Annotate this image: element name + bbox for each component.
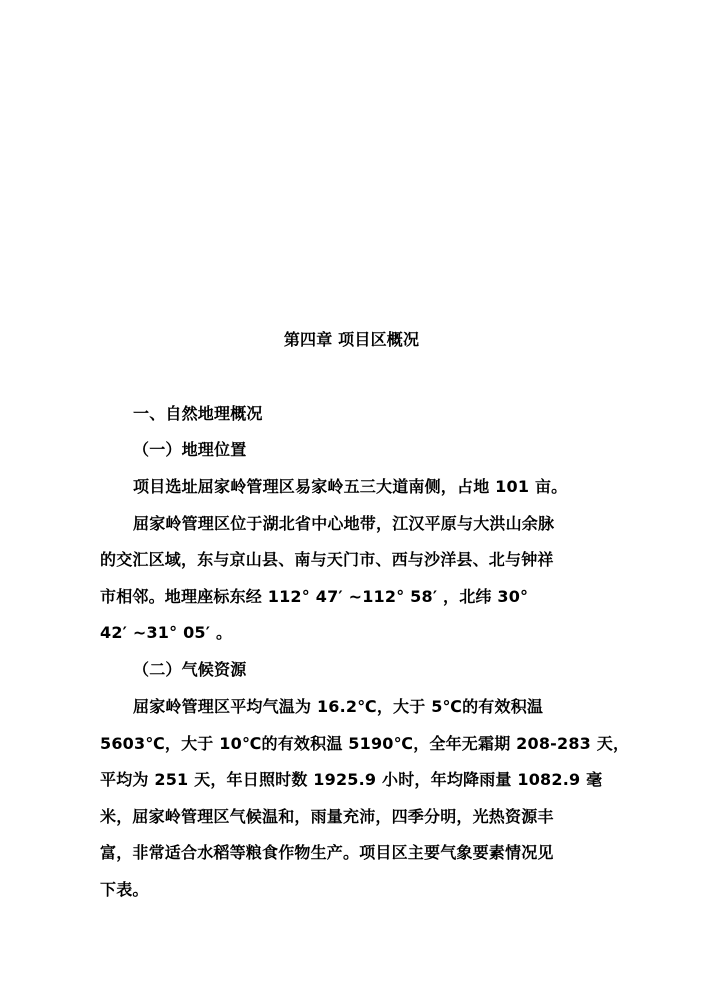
chapter-title: 第四章 项目区概况 bbox=[283, 330, 420, 349]
paragraph-line: 屈家岭管理区位于湖北省中心地带，江汉平原与大洪山余脉 bbox=[133, 514, 555, 533]
subsection-heading-location: （一）地理位置 bbox=[133, 440, 247, 459]
paragraph-line: 5603℃，大于 10℃的有效积温 5190℃，全年无霜期 208-283 天， bbox=[100, 734, 630, 753]
paragraph-line: 项目选址屈家岭管理区易家岭五三大道南侧，占地 101 亩。 bbox=[133, 477, 568, 496]
paragraph-line: 42′ ~31° 05′ 。 bbox=[100, 623, 233, 642]
paragraph-line: 市相邻。地理座标东经 112° 47′ ~112° 58′ ，北纬 30° bbox=[100, 587, 529, 606]
subsection-heading-climate: （二）气候资源 bbox=[133, 660, 247, 679]
paragraph-line: 平均为 251 天，年日照时数 1925.9 小时，年均降雨量 1082.9 毫 bbox=[100, 770, 603, 789]
paragraph-line: 屈家岭管理区平均气温为 16.2℃，大于 5℃的有效积温 bbox=[133, 697, 544, 716]
paragraph-line: 下表。 bbox=[100, 880, 149, 899]
paragraph-line: 的交汇区域，东与京山县、南与天门市、西与沙洋县、北与钟祥 bbox=[100, 550, 554, 569]
section-heading-natural-geography: 一、自然地理概况 bbox=[133, 404, 263, 423]
paragraph-line: 米，屈家岭管理区气候温和，雨量充沛，四季分明，光热资源丰 bbox=[100, 807, 554, 826]
paragraph-line: 富，非常适合水稻等粮食作物生产。项目区主要气象要素情况见 bbox=[100, 843, 554, 862]
